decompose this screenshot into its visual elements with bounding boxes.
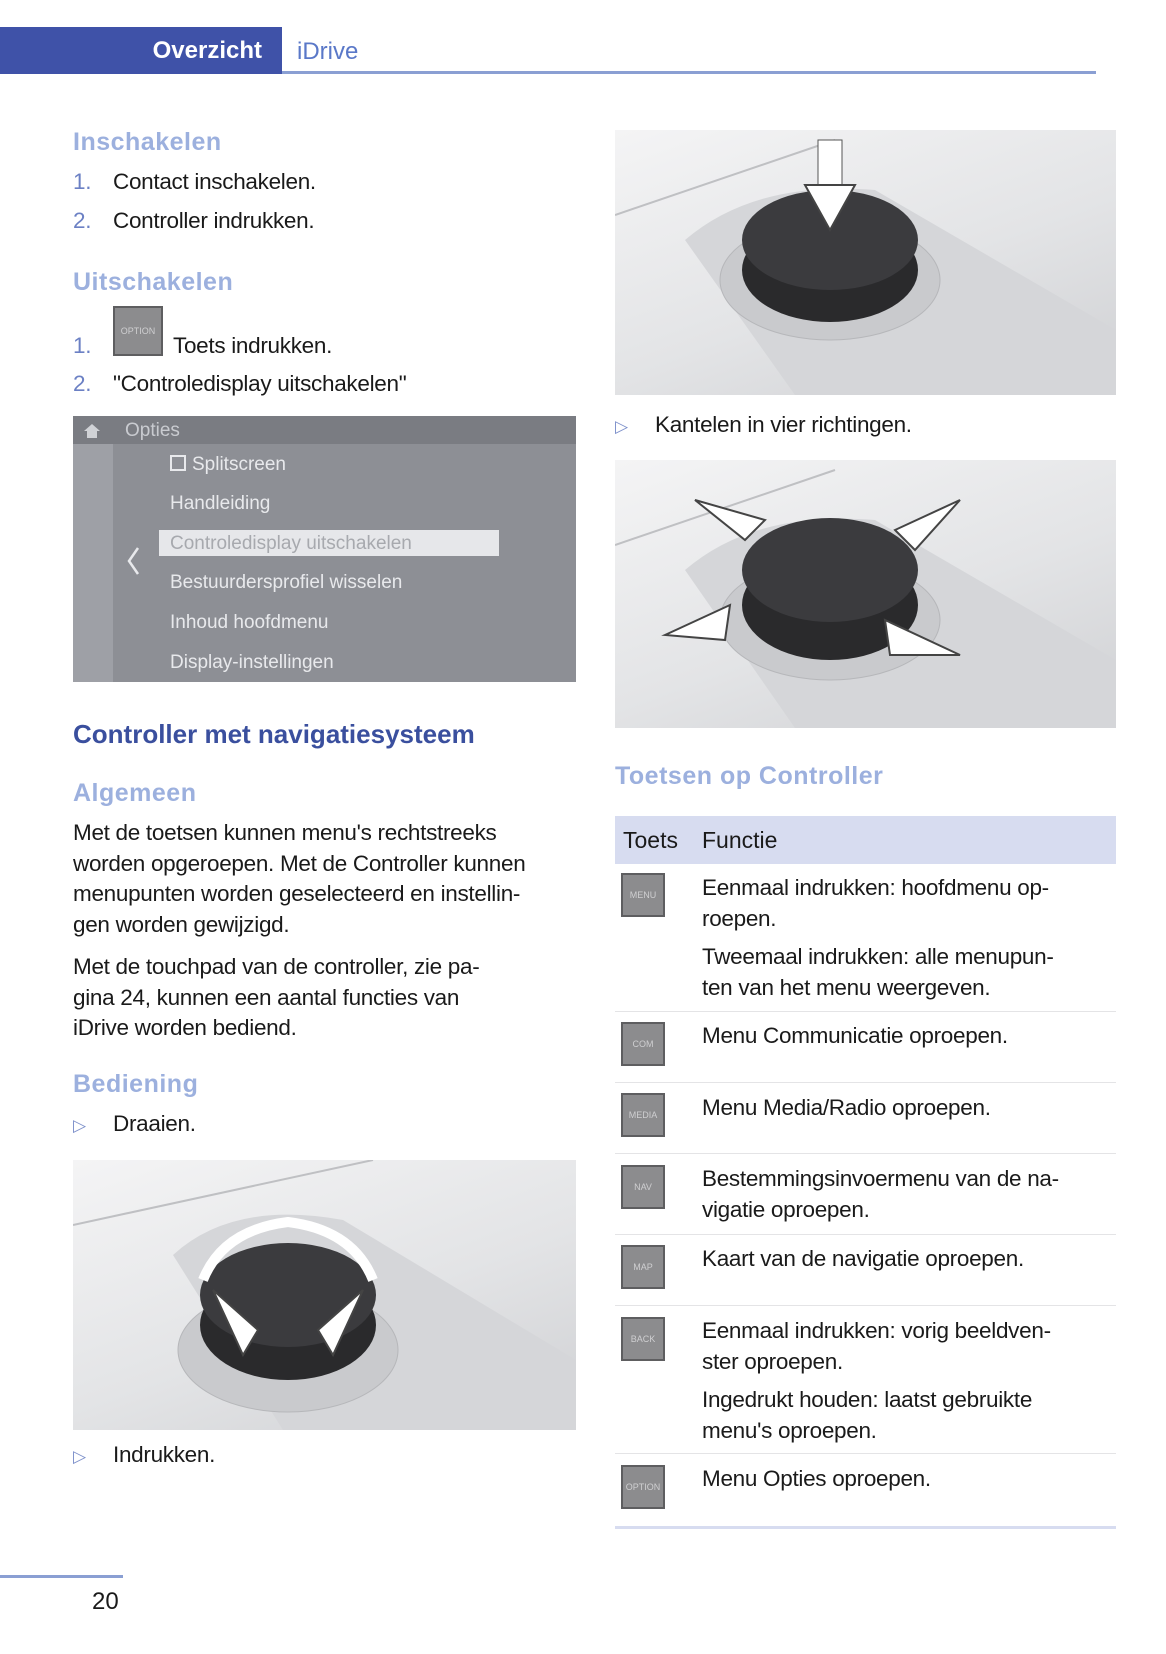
step-uitschakelen-1: 1.	[73, 333, 92, 358]
controller-tilt-image	[615, 460, 1116, 728]
option-key-icon: OPTION	[113, 306, 163, 356]
home-icon	[83, 423, 101, 439]
bullet-triangle-icon: ▷	[73, 1116, 86, 1135]
bullet-kantelen: ▷ Kantelen in vier richtingen.	[615, 410, 912, 443]
checkbox-icon	[170, 455, 186, 471]
table-row-com: Menu Communicatie oproepen.	[702, 1023, 1008, 1048]
table-row-menu: Eenmaal indrukken: hoofdmenu op- roepen. Tweemaal indrukken: alle menupun- ten van het menu weergeven.	[702, 875, 1054, 1000]
controller-rotate-image	[73, 1160, 576, 1430]
screen-left-column	[73, 444, 113, 682]
controller-tilt-illustration	[615, 460, 1116, 728]
heading-inschakelen: Inschakelen	[73, 128, 222, 156]
step-uitschakelen-2: 2. "Controledisplay uitschakelen"	[73, 371, 407, 396]
table-row-map: Kaart van de navigatie oproepen.	[702, 1246, 1024, 1271]
menu-key-icon: MENU	[621, 873, 665, 917]
table-row-back: Eenmaal indrukken: vorig beeldven- ster oproepen. Ingedrukt houden: laatst gebruikte menu's oproepen.	[702, 1318, 1051, 1443]
screen-item-display-instellingen[interactable]: Display-instellingen	[170, 652, 334, 673]
screen-item-bestuurdersprofiel[interactable]: Bestuurdersprofiel wisselen	[170, 572, 403, 593]
screen-title: Opties	[125, 420, 180, 441]
row-divider	[615, 1082, 1116, 1083]
table-header-functie: Functie	[702, 827, 778, 853]
paragraph-algemeen-1: Met de toetsen kunnen menu's rechtstreeks worden opgeroepen. Met de Controller kunnen menupunten worden geselecteerd en instellin- gen worden gewijzigd.	[73, 820, 526, 937]
controller-press-illustration	[615, 130, 1116, 395]
screen-item-controledisplay-uitschakelen[interactable]: Controledisplay uitschakelen	[170, 533, 412, 554]
bullet-draaien: ▷ Draaien.	[73, 1109, 196, 1142]
heading-uitschakelen: Uitschakelen	[73, 268, 234, 296]
bullet-triangle-icon: ▷	[615, 417, 628, 436]
table-header	[615, 816, 1116, 864]
options-screen	[73, 416, 576, 682]
table-row-nav: Bestemmingsinvoermenu van de na- vigatie oproepen.	[702, 1166, 1059, 1222]
media-key-icon: MEDIA	[621, 1093, 665, 1137]
heading-algemeen: Algemeen	[73, 779, 197, 807]
heading-toetsen-op-controller: Toetsen op Controller	[615, 762, 884, 790]
controller-rotate-illustration	[73, 1160, 576, 1430]
com-key-icon: COM	[621, 1022, 665, 1066]
bullet-indrukken: ▷ Indrukken.	[73, 1440, 215, 1473]
map-key-icon: MAP	[621, 1245, 665, 1289]
table-row-media: Menu Media/Radio oproepen.	[702, 1095, 991, 1120]
controller-press-image	[615, 130, 1116, 395]
section-title-controller: Controller met navigatiesysteem	[73, 719, 475, 749]
step-item: 2. Controller indrukken.	[73, 207, 315, 233]
step-list-inschakelen	[73, 167, 316, 236]
step-item: 1. Contact inschakelen.	[73, 169, 316, 194]
table-row-option: Menu Opties oproepen.	[702, 1466, 931, 1491]
row-divider	[615, 1234, 1116, 1235]
step-uitschakelen-1-text: Toets indrukken.	[173, 333, 333, 358]
row-divider	[615, 1153, 1116, 1154]
option-key-icon: OPTION	[621, 1465, 665, 1509]
screen-item-splitscreen[interactable]: Splitscreen	[170, 454, 286, 476]
screen-item-handleiding[interactable]: Handleiding	[170, 493, 271, 514]
heading-bediening: Bediening	[73, 1070, 199, 1098]
footer-rule	[0, 1575, 123, 1578]
screen-item-inhoud-hoofdmenu[interactable]: Inhoud hoofdmenu	[170, 612, 329, 633]
back-key-icon: BACK	[621, 1317, 665, 1361]
nav-key-icon: NAV	[621, 1165, 665, 1209]
chevron-left-icon[interactable]	[126, 546, 140, 576]
paragraph-algemeen-2: Met de touchpad van de controller, zie pa- gina 24, kunnen een aantal functies van iDrive worden bediend.	[73, 954, 480, 1040]
header-section-tab: Overzicht	[0, 27, 282, 74]
row-divider	[615, 1305, 1116, 1306]
header-rule	[282, 71, 1096, 74]
table-header-toets: Toets	[623, 827, 678, 853]
bullet-triangle-icon: ▷	[73, 1447, 86, 1466]
table-bottom-rule	[615, 1526, 1116, 1529]
page-number: 20	[92, 1588, 119, 1615]
row-divider	[615, 1453, 1116, 1454]
row-divider	[615, 1011, 1116, 1012]
header-topic: iDrive	[297, 38, 359, 65]
